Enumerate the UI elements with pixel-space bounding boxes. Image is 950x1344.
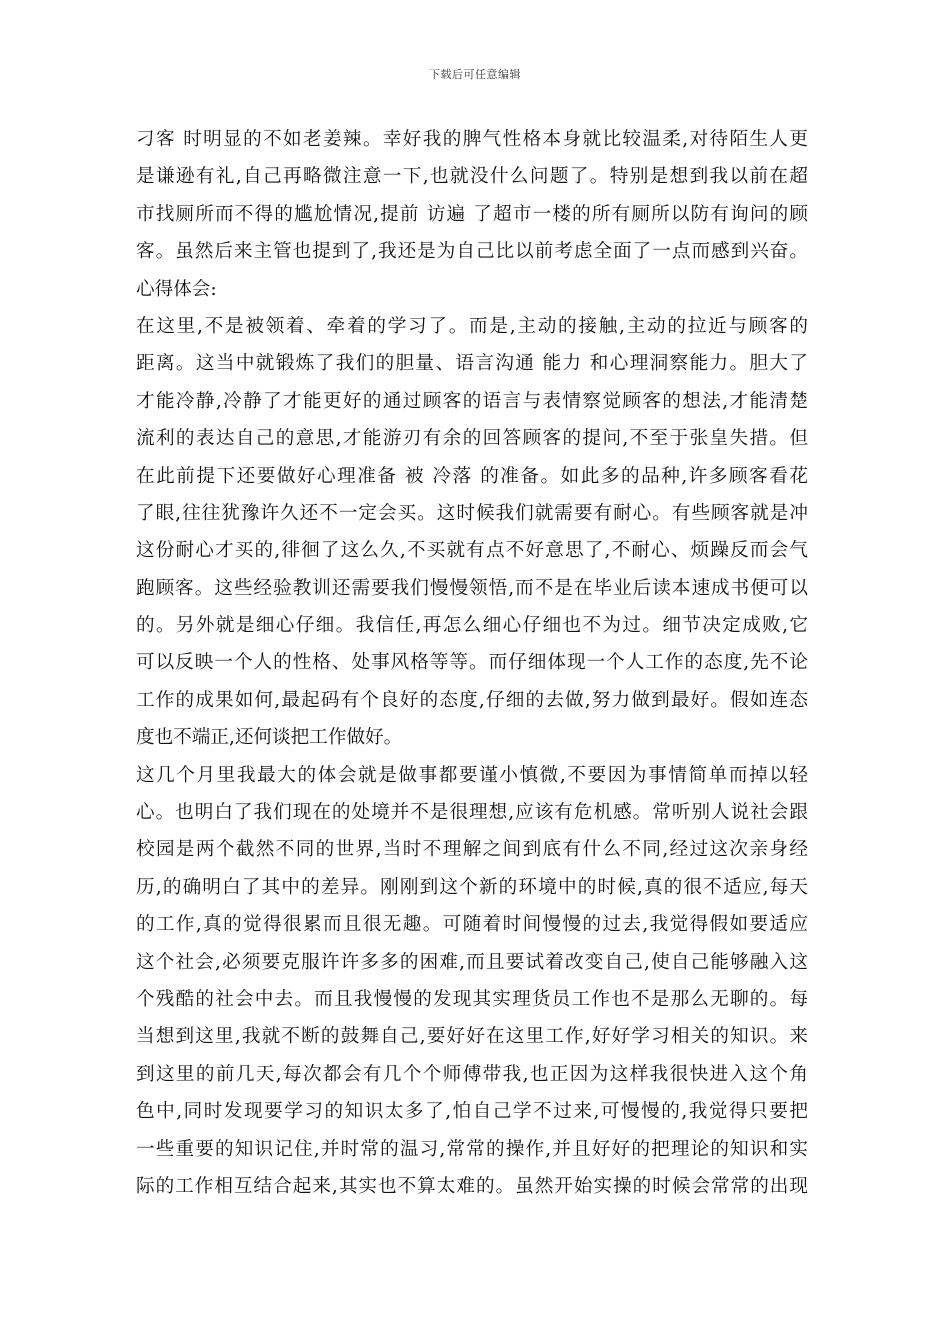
text-line: 的。另外就是细心仔细。我信任,再怎么细心仔细也不为过。细节决定成败,它 xyxy=(136,615,808,637)
text-line: 心。也明白了我们现在的处境并不是很理想,应该有危机感。常听别人说社会跟 xyxy=(136,802,808,824)
page-header: 下载后可任意编辑 xyxy=(429,68,521,81)
text-line: 工作的成果如何,最起码有个良好的态度,仔细的去做,努力做到最好。假如连态 xyxy=(136,689,808,711)
text-line: 刁客 时明显的不如老姜辣。幸好我的脾气性格本身就比较温柔,对待陌生人更 xyxy=(136,129,808,150)
text-line: 度也不端正,还何谈把工作做好。 xyxy=(136,727,403,749)
text-line: 当想到这里,我就不断的鼓舞自己,要好好在这里工作,好好学习相关的知识。来 xyxy=(136,1026,808,1048)
text-line: 一些重要的知识记住,并时常的温习,常常的操作,并且好好的把理论的知识和实 xyxy=(136,1138,808,1160)
text-line: 在此前提下还要做好心理准备 被 冷落 的准备。如此多的品种,许多顾客看花 xyxy=(136,465,808,487)
text-line: 了眼,往往犹豫许久还不一定会买。这时候我们就需要有耐心。有些顾客就是冲 xyxy=(136,502,808,524)
text-line: 才能冷静,冷静了才能更好的通过顾客的语言与表情察觉顾客的想法,才能清楚 xyxy=(136,390,808,412)
text-line: 的工作,真的觉得很累而且很无趣。可随着时间慢慢的过去,我觉得假如要适应 xyxy=(136,914,808,936)
document-body xyxy=(136,121,808,1205)
text-line: 个残酷的社会中去。而且我慢慢的发现其实理货员工作也不是那么无聊的。每 xyxy=(136,988,808,1010)
text-line: 可以反映一个人的性格、处事风格等等。而仔细体现一个人工作的态度,先不论 xyxy=(136,652,808,674)
text-line: 客。虽然后来主管也提到了,我还是为自己比以前考虑全面了一点而感到兴奋。 xyxy=(136,241,808,263)
text-line: 距离。这当中就锻炼了我们的胆量、语言沟通 能力 和心理洞察能力。胆大了 xyxy=(136,353,808,375)
text-line: 到这里的前几天,每次都会有几个个师傅带我,也正因为这样我很快进入这个角 xyxy=(136,1063,808,1085)
text-line: 这份耐心才买的,徘徊了这么久,不买就有点不好意思了,不耐心、烦躁反而会气 xyxy=(136,540,808,562)
text-line: 历,的确明白了其中的差异。刚刚到这个新的环境中的时候,真的很不适应,每天 xyxy=(136,876,808,898)
text-line: 在这里,不是被领着、牵着的学习了。而是,主动的接触,主动的拉近与顾客的 xyxy=(136,315,808,337)
text-line: 色中,同时发现要学习的知识太多了,怕自己学不过来,可慢慢的,我觉得只要把 xyxy=(136,1101,808,1123)
text-line: 流利的表达自己的意思,才能游刃有余的回答顾客的提问,不至于张皇失措。但 xyxy=(136,428,808,450)
text-line: 这个社会,必须要克服许许多多的困难,而且要试着改变自己,使自己能够融入这 xyxy=(136,951,808,973)
text-line: 是谦逊有礼,自己再略微注意一下,也就没什么问题了。特别是想到我以前在超 xyxy=(136,166,808,188)
text-line: 校园是两个截然不同的世界,当时不理解之间到底有什么不同,经过这次亲身经 xyxy=(136,839,808,861)
text-line: 这几个月里我最大的体会就是做事都要谨小慎微,不要因为事情简单而掉以轻 xyxy=(136,764,808,786)
text-line: 跑顾客。这些经验教训还需要我们慢慢领悟,而不是在毕业后读本速成书便可以 xyxy=(136,577,808,599)
text-line: 市找厕所而不得的尴尬情况,提前 访遍 了超市一楼的所有厕所以防有询问的顾 xyxy=(136,203,808,225)
text-line: 心得体会: xyxy=(136,278,217,300)
text-line: 际的工作相互结合起来,其实也不算太难的。虽然开始实操的时候会常常的出现 xyxy=(136,1175,808,1197)
